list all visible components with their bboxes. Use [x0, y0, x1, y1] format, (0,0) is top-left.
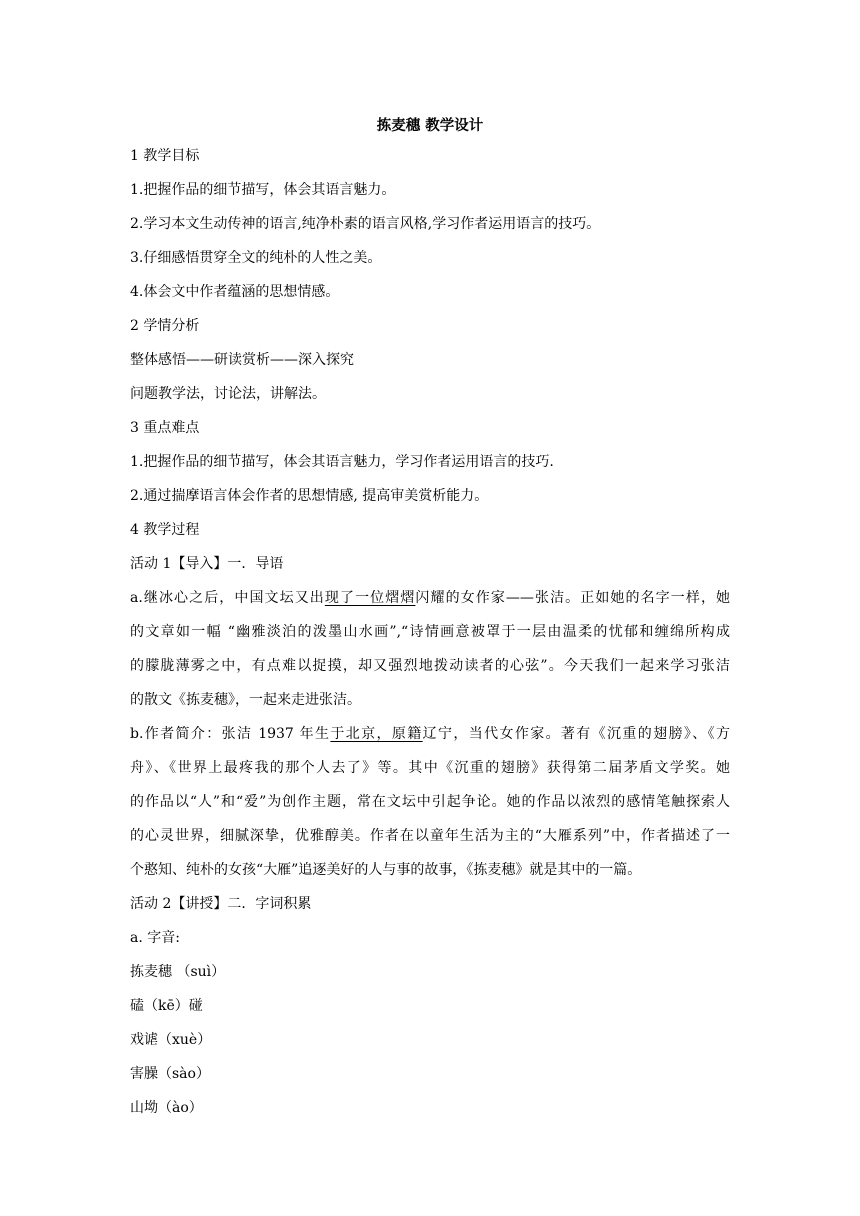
underlined-text: 现了一位熠熠 [324, 590, 416, 606]
intro-line-2: 的文章如一幅 “幽雅淡泊的泼墨山水画”,“诗情画意被罩于一层由温柔的忧郁和缠绵所构成 [130, 624, 730, 640]
intro-text: 闪耀的女作家——张洁。正如她的名字一样，她 [415, 590, 731, 606]
section-heading-analysis: 2 学情分析 [130, 318, 200, 334]
intro-paragraph [130, 588, 730, 724]
intro-line-4: 的散文《拣麦穗》，一起来走进张洁。 [130, 692, 361, 708]
author-line-1 [130, 724, 730, 758]
section-heading-process: 4 教学过程 [130, 522, 200, 538]
vocab-item-2: 磕（kē）碰 [130, 998, 203, 1014]
key-point-2: 2.通过揣摩语言体会作者的思想情感, 提高审美赏析能力。 [130, 488, 489, 504]
author-line-5: 个憨知、纯朴的女孩“大雁”追逐美好的人与事的故事，《拣麦穗》就是其中的一篇。 [130, 862, 642, 878]
key-point-1: 1.把握作品的细节描写，体会其语言魅力，学习作者运用语言的技巧. [130, 454, 554, 470]
document-body [130, 146, 730, 1132]
vocab-item-5: 山坳（ào） [130, 1100, 203, 1116]
underlined-text: 于北京，原籍 [330, 726, 423, 742]
intro-text: a.继冰心之后，中国文坛又出 [130, 590, 325, 606]
author-text: b.作者简介：张洁 1937 年生 [130, 726, 331, 742]
section-heading-key-points: 3 重点难点 [130, 420, 200, 436]
pronunciation-heading: a. 字音: [130, 930, 180, 946]
document-title: 拣麦穗 教学设计 [376, 117, 484, 134]
author-line-2: 舟》、《世界上最疼我的那个人去了》等。其中《沉重的翅膀》获得第二届茅盾文学奖。她 [130, 760, 730, 776]
activity-1-heading: 活动 1【导入】一．导语 [130, 556, 284, 572]
vocab-item-3: 戏谑（xuè） [130, 1032, 212, 1048]
analysis-1: 整体感悟——研读赏析——深入探究 [130, 352, 354, 368]
author-text: 辽宁，当代女作家。著有《沉重的翅膀》、《方 [422, 726, 731, 742]
author-paragraph [130, 724, 730, 894]
activity-2-heading: 活动 2【讲授】二．字词积累 [130, 896, 312, 912]
goal-3: 3.仔细感悟贯穿全文的纯朴的人性之美。 [130, 250, 382, 266]
section-heading-goals: 1 教学目标 [130, 148, 200, 164]
intro-line-3: 的朦胧薄雾之中，有点难以捉摸，却又强烈地拨动读者的心弦”。今天我们一起来学习张洁 [130, 658, 730, 674]
author-line-3: 的作品以“人”和“爱”为创作主题，常在文坛中引起争论。她的作品以浓烈的感情笔触探索人 [130, 794, 730, 810]
vocab-item-1: 拣麦穗 （suì） [130, 964, 226, 980]
goal-2: 2.学习本文生动传神的语言,纯净朴素的语言风格,学习作者运用语言的技巧。 [130, 216, 601, 232]
vocab-item-4: 害臊（sào） [130, 1066, 210, 1082]
author-line-4: 的心灵世界，细腻深挚，优雅醇美。作者在以童年生活为主的“大雁系列”中，作者描述了一 [130, 828, 730, 844]
goal-4: 4.体会文中作者蕴涵的思想情感。 [130, 284, 340, 300]
goal-1: 1.把握作品的细节描写，体会其语言魅力。 [130, 182, 396, 198]
intro-line-1 [130, 588, 730, 622]
analysis-2: 问题教学法，讨论法，讲解法。 [130, 386, 326, 402]
